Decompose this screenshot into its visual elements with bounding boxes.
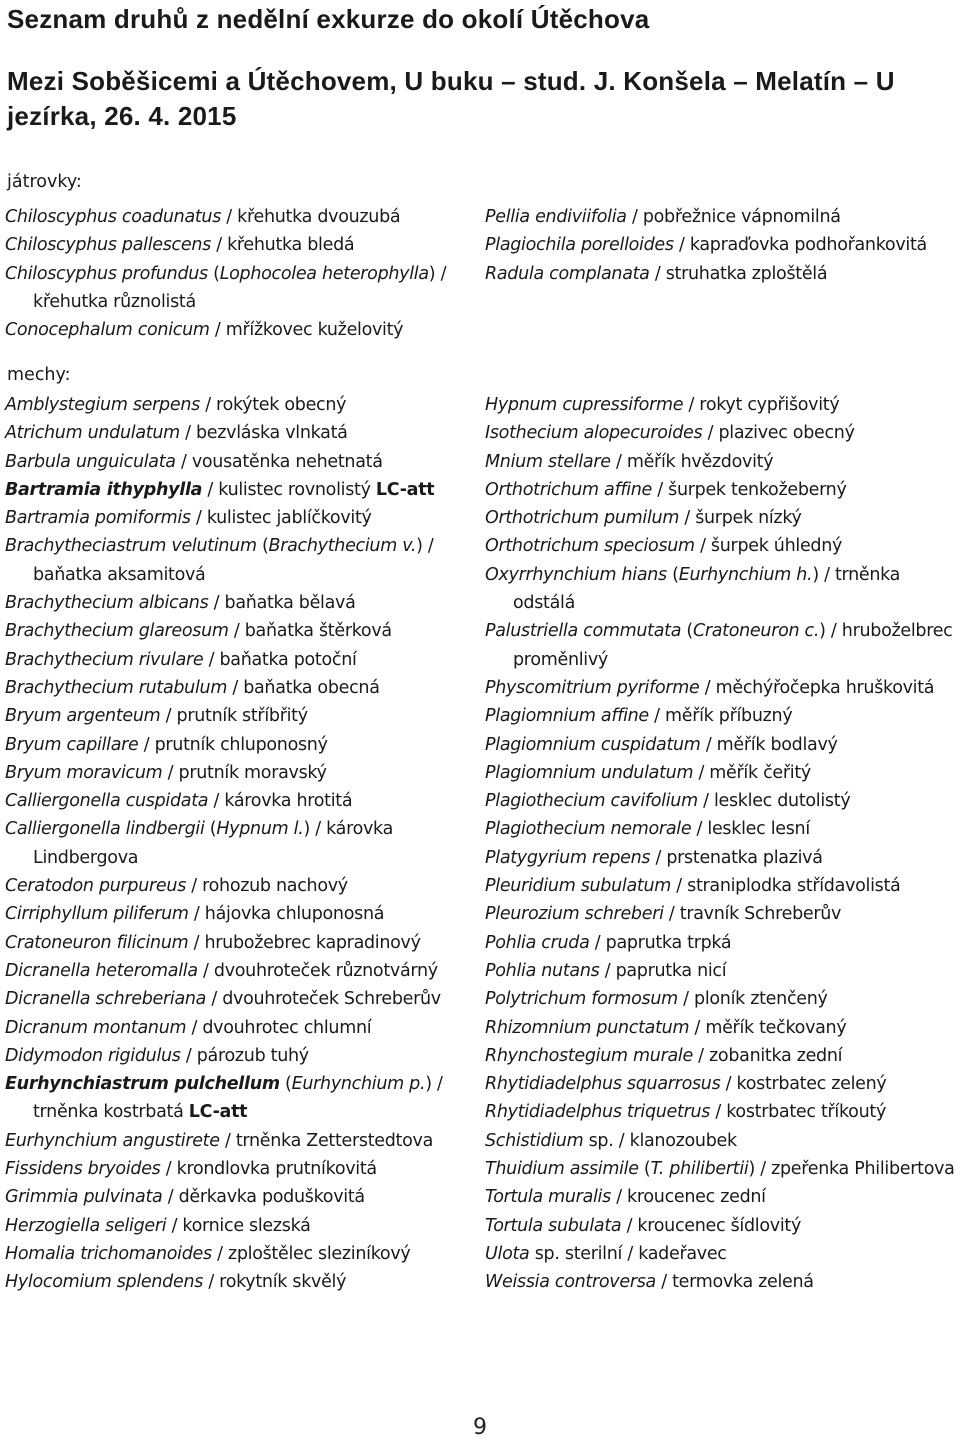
czech-name: / vousatěnka nehetnatá: [175, 451, 383, 472]
scientific-name: Eurhynchiastrum pulchellum: [5, 1074, 280, 1095]
species-entry: [5, 702, 475, 730]
scientific-name: Pleuridium subulatum: [485, 876, 671, 897]
species-entry: [5, 476, 475, 504]
mechy-list-left: [5, 391, 475, 1297]
czech-name: / baňatka bělavá: [208, 593, 356, 614]
scientific-name: Rhizomnium punctatum: [485, 1017, 690, 1038]
species-entry: [485, 504, 955, 532]
species-entry: [485, 674, 955, 702]
czech-name: sp. sterilní / kadeřavec: [529, 1243, 727, 1264]
czech-name: / měřík příbuzný: [648, 706, 793, 727]
species-entry: [5, 787, 475, 815]
czech-name: / pobřežnice vápnomilná: [626, 207, 841, 227]
species-entry: [485, 1268, 955, 1296]
synonym-name: Cratoneuron c.: [692, 621, 820, 642]
scientific-name: Brachythecium rivulare: [5, 649, 204, 670]
species-entry: [485, 787, 955, 815]
species-entry: [485, 815, 955, 843]
czech-name: / prstenatka plazivá: [650, 847, 823, 868]
czech-name: ) / zpeřenka Philibertova: [748, 1159, 955, 1180]
czech-name: (: [681, 621, 693, 642]
scientific-name: Plagiomnium affine: [485, 706, 649, 727]
czech-name: ) / hruboželbrec proměnlivý: [513, 621, 953, 670]
czech-name: / šurpek tenkožeberný: [652, 479, 847, 500]
czech-name: / rokýtek obecný: [199, 395, 347, 415]
species-entry: [5, 731, 475, 759]
czech-name: / hájovka chluponosná: [188, 904, 385, 925]
czech-name: / prutník stříbřitý: [160, 706, 308, 727]
czech-name: / paprutka nicí: [599, 960, 727, 981]
czech-name: / kornice slezská: [166, 1215, 311, 1236]
species-entry: [485, 532, 955, 560]
czech-name: / hrubožebrec kapradinový: [188, 932, 421, 953]
scientific-name: Orthotrichum affine: [485, 479, 653, 500]
species-entry: [5, 260, 475, 317]
czech-name: / baňatka štěrková: [228, 621, 392, 642]
czech-name: / dvouhroteček Schreberův: [206, 989, 441, 1010]
czech-name: / děrkavka poduškovitá: [162, 1187, 365, 1208]
species-entry: [485, 985, 955, 1013]
scientific-name: Calliergonella lindbergii: [5, 819, 205, 840]
synonym-name: Brachythecium v.: [268, 536, 417, 557]
species-entry: [5, 504, 475, 532]
czech-name: / dvouhroteček různotvárný: [197, 960, 438, 981]
czech-name: / měřík tečkovaný: [689, 1017, 847, 1038]
scientific-name: Brachytheciastrum velutinum: [5, 536, 257, 557]
page-number: 9: [473, 1415, 487, 1440]
scientific-name: Grimmia pulvinata: [5, 1187, 163, 1208]
scientific-name: Tortula subulata: [485, 1215, 622, 1236]
scientific-name: Barbula unguiculata: [5, 451, 176, 472]
scientific-name: Physcomitrium pyriforme: [485, 677, 700, 698]
czech-name: / kulistec jablíčkovitý: [190, 508, 372, 529]
scientific-name: Homalia trichomanoides: [5, 1243, 212, 1264]
czech-name: / měchýřočepka hruškovitá: [699, 677, 935, 698]
scientific-name: Hylocomium splendens: [5, 1272, 204, 1293]
synonym-name: Hypnum l.: [216, 819, 304, 840]
czech-name: / ploník ztenčený: [677, 989, 828, 1010]
scientific-name: Plagiomnium cuspidatum: [485, 734, 701, 755]
scientific-name: Bartramia ithyphylla: [5, 479, 203, 500]
species-entry: [5, 1127, 475, 1155]
mechy-list-right: [485, 391, 955, 1297]
synonym-name: Eurhynchium h.: [678, 564, 813, 585]
scientific-name: Cirriphyllum piliferum: [5, 904, 189, 925]
czech-name: / měřík hvězdovitý: [610, 451, 774, 472]
scientific-name: Plagiomnium undulatum: [485, 762, 694, 783]
scientific-name: Mnium stellare: [485, 451, 611, 472]
scientific-name: Tortula muralis: [485, 1187, 611, 1208]
czech-name: / zploštělec sleziníkový: [211, 1243, 411, 1264]
scientific-name: Cratoneuron filicinum: [5, 932, 189, 953]
species-entry: [5, 1183, 475, 1211]
species-entry: [485, 1155, 955, 1183]
czech-name: / prutník moravský: [162, 762, 327, 783]
species-entry: [485, 1014, 955, 1042]
species-entry: [485, 872, 955, 900]
species-entry: [485, 759, 955, 787]
red-list-status: LC-att: [188, 1102, 248, 1123]
jatrovky-list-right: [485, 203, 955, 288]
czech-name: / šurpek nízký: [679, 508, 802, 529]
scientific-name: Oxyrrhynchium hians: [485, 564, 667, 585]
species-entry: [485, 1240, 955, 1268]
scientific-name: Palustriella commutata: [485, 621, 682, 642]
czech-name: / kostrbatec tříkoutý: [710, 1102, 886, 1123]
scientific-name: Calliergonella cuspidata: [5, 791, 209, 812]
scientific-name: Plagiochila porelloides: [485, 235, 674, 256]
species-entry: [5, 1014, 475, 1042]
czech-name: ) / křehutka různolistá: [33, 263, 447, 312]
species-entry: [485, 561, 955, 618]
species-entry: [485, 731, 955, 759]
synonym-name: Eurhynchium p.: [291, 1074, 426, 1095]
species-entry: [485, 702, 955, 730]
scientific-name: Ceratodon purpureus: [5, 876, 187, 897]
species-entry: [5, 759, 475, 787]
species-entry: [5, 1155, 475, 1183]
czech-name: / paprutka trpká: [589, 932, 732, 953]
czech-name: (: [666, 564, 679, 585]
scientific-name: Dicranella schreberiana: [5, 989, 207, 1010]
scientific-name: Chiloscyphus profundus: [5, 263, 208, 284]
czech-name: / krondlovka prutníkovitá: [160, 1159, 377, 1180]
czech-name: ) / károvka Lindbergova: [33, 819, 393, 868]
scientific-name: Pohlia nutans: [485, 960, 600, 981]
scientific-name: Brachythecium albicans: [5, 593, 209, 614]
czech-name: ) / trněnka odstálá: [513, 564, 901, 614]
scientific-name: Brachythecium glareosum: [5, 621, 229, 642]
scientific-name: Conocephalum conicum: [5, 320, 210, 341]
scientific-name: Thuidium assimile: [485, 1159, 639, 1180]
species-entry: [5, 1212, 475, 1240]
czech-name: / kroucenec zední: [610, 1187, 766, 1208]
synonym-name: Lophocolea heterophylla: [219, 263, 429, 284]
section-heading-jatrovky: játrovky:: [7, 172, 82, 192]
scientific-name: Hypnum cupressiforme: [485, 395, 684, 415]
czech-name: / pározub tuhý: [180, 1045, 309, 1066]
scientific-name: Bryum argenteum: [5, 706, 161, 727]
species-entry: [5, 1070, 475, 1127]
species-entry: [485, 260, 955, 288]
scientific-name: Schistidium: [485, 1130, 584, 1151]
scientific-name: Orthotrichum pumilum: [485, 508, 680, 529]
scientific-name: Dicranum montanum: [5, 1017, 187, 1038]
scientific-name: Rhytidiadelphus triquetrus: [485, 1102, 711, 1123]
scientific-name: Eurhynchium angustirete: [5, 1130, 220, 1151]
czech-name: / lesklec dutolistý: [697, 791, 851, 812]
scientific-name: Pohlia cruda: [485, 932, 590, 953]
species-entry: [485, 203, 955, 231]
species-entry: [485, 231, 955, 259]
species-entry: [5, 589, 475, 617]
scientific-name: Fissidens bryoides: [5, 1159, 161, 1180]
page-title: Seznam druhů z nedělní exkurze do okolí Útěchova: [7, 4, 650, 34]
czech-name: / křehutka bledá: [210, 235, 355, 256]
scientific-name: Rhytidiadelphus squarrosus: [485, 1074, 721, 1095]
czech-name: / baňatka potoční: [203, 649, 357, 670]
czech-name: (: [256, 536, 269, 557]
scientific-name: Dicranella heteromalla: [5, 960, 198, 981]
species-entry: [5, 674, 475, 702]
species-entry: [485, 448, 955, 476]
species-entry: [485, 476, 955, 504]
czech-name: / dvouhrotec chlumní: [186, 1017, 372, 1038]
czech-name: / křehutka dvouzubá: [221, 207, 401, 227]
czech-name: / rokytník skvělý: [203, 1272, 347, 1293]
species-entry: [485, 844, 955, 872]
czech-name: / termovka zelená: [655, 1272, 814, 1293]
species-entry: [485, 1212, 955, 1240]
czech-name: / zobanitka zední: [692, 1045, 843, 1066]
scientific-name: Pellia endiviifolia: [485, 207, 627, 227]
scientific-name: Platygyrium repens: [485, 847, 651, 868]
species-entry: [5, 532, 475, 589]
czech-name: / plazivec obecný: [702, 423, 855, 444]
czech-name: / trněnka Zetterstedtova: [219, 1130, 433, 1151]
czech-name: / rohozub nachový: [186, 876, 348, 897]
species-entry: [485, 957, 955, 985]
species-entry: [5, 1268, 475, 1296]
scientific-name: Bryum capillare: [5, 734, 139, 755]
czech-name: / károvka hrotitá: [208, 791, 353, 812]
species-entry: [485, 1183, 955, 1211]
scientific-name: Herzogiella seligeri: [5, 1215, 167, 1236]
czech-name: / kulistec rovnolistý: [202, 479, 376, 500]
czech-name: / travník Schreberův: [663, 904, 842, 925]
species-entry: [485, 1127, 955, 1155]
scientific-name: Didymodon rigidulus: [5, 1045, 181, 1066]
czech-name: / měřík bodlavý: [700, 734, 838, 755]
species-entry: [485, 391, 955, 419]
synonym-name: T. philibertii: [650, 1159, 749, 1180]
species-entry: [485, 1042, 955, 1070]
species-entry: [5, 231, 475, 259]
scientific-name: Chiloscyphus pallescens: [5, 235, 211, 256]
species-entry: [5, 957, 475, 985]
species-entry: [5, 1042, 475, 1070]
species-entry: [5, 617, 475, 645]
czech-name: ) / trněnka kostrbatá: [33, 1074, 443, 1123]
czech-name: / rokyt cypřišovitý: [683, 395, 840, 415]
scientific-name: Chiloscyphus coadunatus: [5, 207, 222, 227]
species-entry: [5, 391, 475, 419]
czech-name: / mřížkovec kuželovitý: [209, 320, 404, 341]
scientific-name: Atrichum undulatum: [5, 423, 180, 444]
scientific-name: Rhynchostegium murale: [485, 1045, 693, 1066]
scientific-name: Ulota: [485, 1243, 530, 1264]
czech-name: (: [279, 1074, 292, 1095]
czech-name: / struhatka zploštělá: [649, 263, 828, 284]
species-entry: [485, 1070, 955, 1098]
species-entry: [5, 448, 475, 476]
species-entry: [5, 872, 475, 900]
species-entry: [5, 929, 475, 957]
scientific-name: Plagiothecium nemorale: [485, 819, 692, 840]
species-entry: [485, 419, 955, 447]
czech-name: / šurpek úhledný: [694, 536, 843, 557]
species-entry: [5, 419, 475, 447]
czech-name: / kostrbatec zelený: [720, 1074, 887, 1095]
scientific-name: Weissia controversa: [485, 1272, 656, 1293]
scientific-name: Amblystegium serpens: [5, 395, 200, 415]
czech-name: / prutník chluponosný: [138, 734, 328, 755]
czech-name: ) / baňatka aksamitová: [33, 536, 434, 585]
scientific-name: Polytrichum formosum: [485, 989, 678, 1010]
czech-name: (: [204, 819, 217, 840]
scientific-name: Pleurozium schreberi: [485, 904, 664, 925]
czech-name: / kapraďovka podhořankovitá: [673, 235, 927, 256]
species-entry: [5, 203, 475, 231]
scientific-name: Bartramia pomiformis: [5, 508, 191, 529]
scientific-name: Bryum moravicum: [5, 762, 163, 783]
czech-name: sp. / klanozoubek: [583, 1130, 737, 1151]
scientific-name: Radula complanata: [485, 263, 650, 284]
czech-name: / straniplodka střídavolistá: [671, 876, 901, 897]
czech-name: / lesklec lesní: [691, 819, 810, 840]
czech-name: (: [207, 263, 220, 284]
czech-name: / měřík čeřitý: [693, 762, 811, 783]
species-entry: [485, 1098, 955, 1126]
czech-name: (: [638, 1159, 651, 1180]
species-entry: [5, 646, 475, 674]
species-entry: [5, 985, 475, 1013]
section-heading-mechy: mechy:: [7, 365, 71, 385]
scientific-name: Orthotrichum speciosum: [485, 536, 695, 557]
species-entry: [5, 900, 475, 928]
species-entry: [5, 1240, 475, 1268]
scientific-name: Isothecium alopecuroides: [485, 423, 703, 444]
scientific-name: Brachythecium rutabulum: [5, 677, 228, 698]
jatrovky-list-left: [5, 203, 475, 344]
scientific-name: Plagiothecium cavifolium: [485, 791, 698, 812]
species-entry: [5, 316, 475, 344]
czech-name: / baňatka obecná: [227, 677, 380, 698]
species-entry: [485, 617, 955, 674]
czech-name: / kroucenec šídlovitý: [621, 1215, 802, 1236]
excursion-route-subtitle: Mezi Soběšicemi a Útěchovem, U buku – stud. J. Konšela – Melatín – U jezírka, 26. 4. 2015: [7, 66, 895, 131]
red-list-status: LC-att: [375, 479, 435, 500]
species-entry: [5, 815, 475, 872]
czech-name: / bezvláska vlnkatá: [179, 423, 348, 444]
species-entry: [485, 900, 955, 928]
species-entry: [485, 929, 955, 957]
